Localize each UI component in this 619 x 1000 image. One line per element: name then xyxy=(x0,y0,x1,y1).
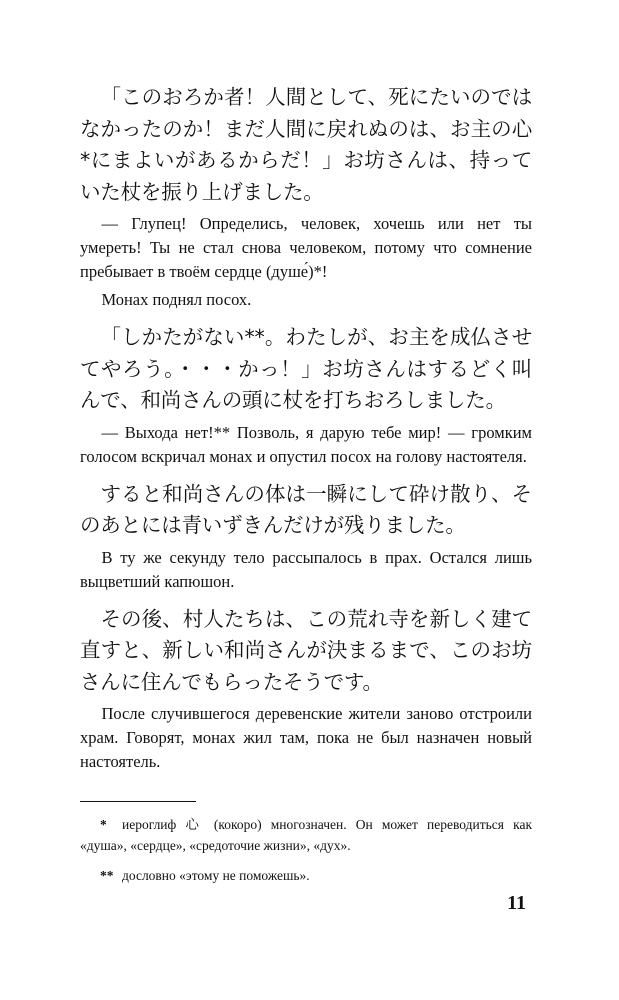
paragraph-russian-4: В ту же секунду тело рассыпалось в прах. Остался лишь выцветший капюшон. xyxy=(80,547,532,591)
paragraph-japanese-2: 「しかたがない**。わたしが、お主を成仏させてやろう。・・・かっ！」お坊さんはするどく叫んで、和尚さんの頭に杖を打ちおろしました。 xyxy=(80,325,532,412)
paragraph-russian-3: — Выхода нет!** Позволь, я дарую тебе мир! — громким голосом вскричал монах и опустил посох на голову настоятеля. xyxy=(80,422,532,466)
paragraph-russian-5: После случившегося деревенские жители заново отстроили храм. Говорят, монах жил там, пока не был назначен новый настоятель. xyxy=(80,704,532,771)
paragraph-russian-1: — Глупец! Определись, человек, хочешь или нет ты умереть! Ты не стал снова человеком, потому что сомнение пребывает в твоём сердце (душе́)*! xyxy=(80,214,532,281)
footnote-text: иероглиф 心 (кокоро) многозначен. Он может переводиться как «душа», «сердце», «средоточие жизни», «дух». xyxy=(80,817,532,853)
paragraph-japanese-3: すると和尚さんの体は一瞬にして砕け散り、そのあとには青いずきんだけが残りました。 xyxy=(80,481,532,537)
paragraph-russian-2: Монах поднял посох. xyxy=(101,290,252,309)
paragraph-japanese-1: 「このおろか者！人間として、死にたいのではなかったのか！まだ人間に戻れぬのは、お主の心*にまよいがあるからだ！」お坊さんは、持っていた杖を振り上げました。 xyxy=(80,85,532,204)
footnote-2 xyxy=(80,865,532,886)
footnote-1 xyxy=(80,814,532,856)
story-text xyxy=(80,82,532,786)
paragraph-japanese-4: その後、村人たちは、この荒れ寺を新しく建て直すと、新しい和尚さんが決まるまで、このお坊さんに住んでもらったそうです。 xyxy=(80,606,532,694)
footnote-divider xyxy=(80,801,196,802)
page-number: 11 xyxy=(507,892,526,914)
footnote-mark: * xyxy=(100,817,107,832)
footnote-text: дословно «этому не поможешь». xyxy=(122,868,310,883)
footnote-mark: ** xyxy=(100,868,114,883)
footnotes xyxy=(80,814,532,895)
